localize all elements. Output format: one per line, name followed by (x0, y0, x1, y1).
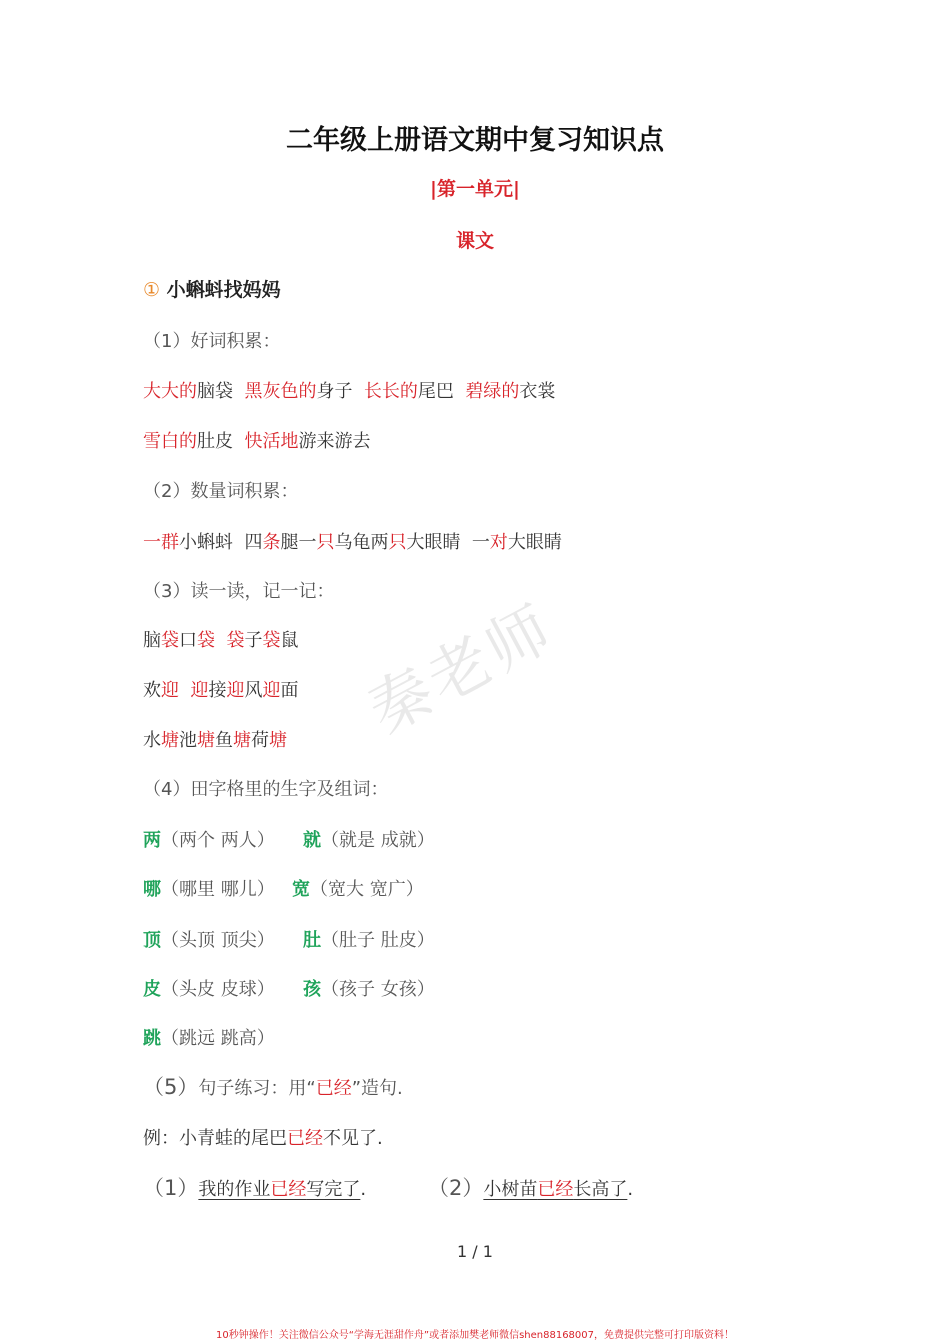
q5-example: 例：小青蛙的尾巴已经不见了. (143, 1128, 383, 1149)
footer-notice: 10秒钟操作！关注微信公众号“学海无涯甜作舟”或者添加樊老师微信shen88168007，免费提供完整可打印版资料！ (215, 1330, 735, 1341)
q3-row1: 脑袋口袋 袋子袋鼠 (143, 630, 299, 651)
q1-row1: 大大的脑袋 黑灰色的身子 长长的尾巴 碧绿的衣裳 (143, 381, 556, 402)
q2-row: 一群小蝌蚪 四条腿一只乌龟两只大眼睛 一对大眼睛 (143, 532, 562, 553)
q4-label: （4）田字格里的生字及组词： (143, 779, 389, 800)
q3-row3: 水塘池塘鱼塘荷塘 (143, 730, 287, 751)
section-heading: 课文 (455, 230, 494, 252)
q4-item-na: 哪（哪里 哪儿） (143, 879, 275, 900)
lesson-number: ① (143, 279, 161, 301)
q5-answer-1: （1）我的作业已经写完了. (143, 1176, 367, 1200)
q4-item-liang: 两（两个 两人） (143, 830, 275, 851)
watermark: 秦老师 (356, 590, 566, 748)
q1-label: （1）好词积累： (143, 331, 281, 352)
q4-item-jiu: 就（就是 成就） (303, 830, 435, 851)
q4-item-kuan: 宽（宽大 宽广） (292, 879, 424, 900)
q4-item-pi: 皮（头皮 皮球） (143, 979, 275, 1000)
q3-label: （3）读一读，记一记： (143, 581, 335, 602)
lesson-title (143, 275, 281, 302)
q1-row2: 雪白的肚皮 快活地游来游去 (143, 431, 371, 452)
q5-answer-2: （2）小树苗已经长高了. (428, 1176, 634, 1200)
q2-label: （2）数量词积累： (143, 481, 299, 502)
q3-row2: 欢迎 迎接迎风迎面 (143, 680, 299, 701)
q5-label: （5）句子练习：用“已经”造句. (143, 1075, 403, 1099)
lesson-name: 小蝌蚪找妈妈 (166, 279, 281, 301)
page-title: 二年级上册语文期中复习知识点 (286, 125, 664, 156)
q4-item-du: 肚（肚子 肚皮） (303, 930, 435, 951)
q4-item-tiao: 跳（跳远 跳高） (143, 1028, 275, 1049)
q4-item-hai: 孩（孩子 女孩） (303, 979, 435, 1000)
q4-item-ding: 顶（头顶 顶尖） (143, 930, 275, 951)
unit-heading: |第一单元| (430, 178, 520, 200)
page-number: 1 / 1 (457, 1242, 493, 1261)
